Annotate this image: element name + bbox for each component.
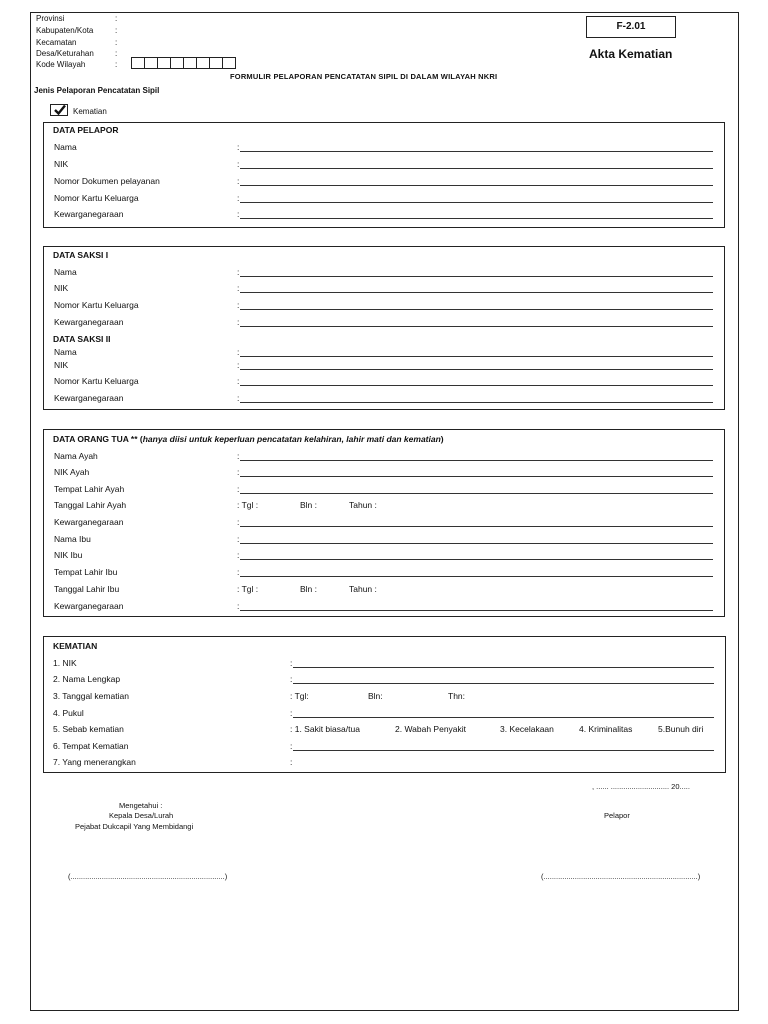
saksi1-row-1-label: NIK <box>54 283 69 293</box>
kematian-row-6-label: 7. Yang menerangkan <box>53 757 136 767</box>
kematian-row-3-field-line[interactable] <box>293 717 714 718</box>
sebab-option-1[interactable]: : 1. Sakit biasa/tua <box>290 724 360 734</box>
colon: : <box>115 14 118 23</box>
pelapor-sign-label: Pelapor <box>604 811 630 820</box>
orangtua-row-4-field-line[interactable] <box>240 526 713 527</box>
kematian-row-0-label: 1. NIK <box>53 658 77 668</box>
sebab-option-4[interactable]: 4. Kriminalitas <box>579 724 633 734</box>
kematian-row-1-field-line[interactable] <box>293 683 714 684</box>
orangtua-row-6-colon: : <box>237 550 240 560</box>
pelapor-row-4-colon: : <box>237 209 240 219</box>
orangtua-row-4-colon: : <box>237 517 240 527</box>
saksi2-row-3-label: Kewarganegaraan <box>54 393 124 403</box>
kematian-row-6-colon: : <box>290 757 293 767</box>
digit-box[interactable] <box>196 57 210 69</box>
kematian-bln-label: Bln: <box>368 691 383 701</box>
jenis-label: Jenis Pelaporan Pencatatan Sipil <box>34 86 160 95</box>
orangtua-row-0-field-line[interactable] <box>240 460 713 461</box>
pelapor-row-1-label: NIK <box>54 159 69 169</box>
pelapor-row-1-colon: : <box>237 159 240 169</box>
orangtua-row-9-label: Kewarganegaraan <box>54 601 124 611</box>
sebab-option-5[interactable]: 5.Bunuh diri <box>658 724 704 734</box>
orangtua-row-2-colon: : <box>237 484 240 494</box>
saksi1-row-0-label: Nama <box>54 267 77 277</box>
saksi1-row-0-colon: : <box>237 267 240 277</box>
orangtua-row-6-label: NIK Ibu <box>54 550 83 560</box>
orangtua-row-8-label: Tanggal Lahir Ibu <box>54 584 120 594</box>
pelapor-row-2-label: Nomor Dokumen pelayanan <box>54 176 160 186</box>
orangtua-row-7-colon: : <box>237 567 240 577</box>
colon: : <box>115 60 118 69</box>
saksi1-row-3-colon: : <box>237 317 240 327</box>
digit-box[interactable] <box>144 57 158 69</box>
tahun-label: Tahun : <box>349 500 377 510</box>
digit-box[interactable] <box>157 57 171 69</box>
saksi1-row-2-label: Nomor Kartu Keluarga <box>54 300 139 310</box>
digit-box[interactable] <box>209 57 223 69</box>
colon: : <box>115 49 118 58</box>
kode-wilayah-label: Kode Wilayah <box>36 60 86 69</box>
signature-left[interactable]: (..........................................................................) <box>68 872 228 881</box>
saksi2-row-0-label: Nama <box>54 347 77 357</box>
orangtua-row-4-label: Kewarganegaraan <box>54 517 124 527</box>
orangtua-row-7-field-line[interactable] <box>240 576 713 577</box>
section-data-orang-tua <box>43 429 725 617</box>
kematian-row-3-colon: : <box>290 708 293 718</box>
section-kematian <box>43 636 726 773</box>
pelapor-row-0-field-line[interactable] <box>240 151 713 152</box>
kematian-row-5-label: 6. Tempat Kematian <box>53 741 129 751</box>
saksi2-row-2-field-line[interactable] <box>240 385 713 386</box>
orangtua-row-1-colon: : <box>237 467 240 477</box>
kepala-desa-label: Kepala Desa/Lurah <box>109 811 174 820</box>
bln-label: Bln : <box>300 500 318 510</box>
orangtua-row-0-colon: : <box>237 451 240 461</box>
pelapor-row-2-field-line[interactable] <box>240 185 713 186</box>
saksi2-row-3-field-line[interactable] <box>240 402 713 403</box>
colon: : <box>115 38 118 47</box>
tahun-label: Tahun : <box>349 584 377 594</box>
orangtua-row-1-label: NIK Ayah <box>54 467 90 477</box>
sebab-option-3[interactable]: 3. Kecelakaan <box>500 724 554 734</box>
orangtua-row-9-colon: : <box>237 601 240 611</box>
saksi2-row-0-colon: : <box>237 347 240 357</box>
saksi1-row-3-field-line[interactable] <box>240 326 713 327</box>
form-code-box: F-2.01 <box>586 16 676 38</box>
desa-label: Desa/Keturahan <box>36 49 94 58</box>
kecamatan-label: Kecamatan <box>36 38 77 47</box>
pelapor-row-2-colon: : <box>237 176 240 186</box>
orangtua-row-2-field-line[interactable] <box>240 493 713 494</box>
digit-box[interactable] <box>222 57 236 69</box>
section-data-pelapor <box>43 122 725 228</box>
orangtua-row-1-field-line[interactable] <box>240 476 713 477</box>
kematian-title: KEMATIAN <box>53 641 98 651</box>
orangtua-row-5-label: Nama Ibu <box>54 534 91 544</box>
digit-box[interactable] <box>183 57 197 69</box>
saksi2-row-1-colon: : <box>237 360 240 370</box>
kematian-row-3-label: 4. Pukul <box>53 708 84 718</box>
tgl-label: : Tgl : <box>237 584 259 594</box>
orangtua-row-6-field-line[interactable] <box>240 559 713 560</box>
tgl-label: : Tgl : <box>237 500 259 510</box>
orangtua-row-0-label: Nama Ayah <box>54 451 98 461</box>
saksi2-row-2-label: Nomor Kartu Keluarga <box>54 376 139 386</box>
saksi1-row-2-field-line[interactable] <box>240 309 713 310</box>
orangtua-row-5-field-line[interactable] <box>240 543 713 544</box>
saksi2-row-1-field-line[interactable] <box>240 369 713 370</box>
orangtua-row-2-label: Tempat Lahir Ayah <box>54 484 125 494</box>
saksi2-row-1-label: NIK <box>54 360 69 370</box>
saksi1-row-3-label: Kewarganegaraan <box>54 317 124 327</box>
kematian-checkbox[interactable] <box>50 104 68 116</box>
saksi2-row-0-field-line[interactable] <box>240 356 713 357</box>
saksi1-row-1-field-line[interactable] <box>240 292 713 293</box>
pelapor-row-3-colon: : <box>237 193 240 203</box>
mengetahui-label: Mengetahui : <box>119 801 163 810</box>
kode-wilayah-boxes[interactable] <box>131 57 235 69</box>
kematian-row-5-field-line[interactable] <box>293 750 714 751</box>
bln-label: Bln : <box>300 584 318 594</box>
pelapor-row-4-label: Kewarganegaraan <box>54 209 124 219</box>
kematian-tgl-label: : Tgl: <box>290 691 309 701</box>
saksi1-row-2-colon: : <box>237 300 240 310</box>
provinsi-label: Provinsi <box>36 14 65 23</box>
colon: : <box>115 26 118 35</box>
data-pelapor-title: DATA PELAPOR <box>53 125 119 135</box>
kabupaten-label: Kabupaten/Kota <box>36 26 94 35</box>
orangtua-row-5-colon: : <box>237 534 240 544</box>
orang-tua-title-close: ) <box>440 434 444 444</box>
kematian-row-4-label: 5. Sebab kematian <box>53 724 124 734</box>
check-icon <box>53 104 67 116</box>
pelapor-row-1-field-line[interactable] <box>240 168 713 169</box>
kematian-checkbox-label: Kematian <box>73 107 107 116</box>
kematian-row-1-label: 2. Nama Lengkap <box>53 674 121 684</box>
pelapor-row-3-field-line[interactable] <box>240 202 713 203</box>
saksi2-row-3-colon: : <box>237 393 240 403</box>
orangtua-row-9-field-line[interactable] <box>240 610 713 611</box>
kematian-row-1-colon: : <box>290 674 293 684</box>
pelapor-row-0-label: Nama <box>54 142 77 152</box>
pelapor-row-0-colon: : <box>237 142 240 152</box>
saksi1-row-0-field-line[interactable] <box>240 276 713 277</box>
pejabat-label: Pejabat Dukcapil Yang Membidangi <box>75 822 194 831</box>
date-line: , ...... ............................ 20..... <box>592 782 690 791</box>
orang-tua-title-text: DATA ORANG TUA ** ( <box>53 434 143 444</box>
data-saksi-2-title: DATA SAKSI II <box>53 334 111 344</box>
sebab-option-2[interactable]: 2. Wabah Penyakit <box>395 724 467 734</box>
kematian-row-5-colon: : <box>290 741 293 751</box>
saksi2-row-2-colon: : <box>237 376 240 386</box>
digit-box[interactable] <box>131 57 145 69</box>
signature-right[interactable]: (..........................................................................) <box>541 872 701 881</box>
orang-tua-note: hanya diisi untuk keperluan pencatatan kelahiran, lahir mati dan kematian <box>142 434 441 444</box>
data-orang-tua-title <box>53 434 444 444</box>
orangtua-row-7-label: Tempat Lahir Ibu <box>54 567 118 577</box>
form-name: Akta Kematian <box>589 47 673 61</box>
digit-box[interactable] <box>170 57 184 69</box>
kematian-row-0-field-line[interactable] <box>293 667 714 668</box>
orangtua-row-3-label: Tanggal Lahir Ayah <box>54 500 127 510</box>
pelapor-row-4-field-line[interactable] <box>240 218 713 219</box>
kematian-row-0-colon: : <box>290 658 293 668</box>
kematian-row-2-label: 3. Tanggal kematian <box>53 691 129 701</box>
kematian-thn-label: Thn: <box>448 691 466 701</box>
form-title: FORMULIR PELAPORAN PENCATATAN SIPIL DI DALAM WILAYAH NKRI <box>230 72 498 81</box>
data-saksi-1-title: DATA SAKSI I <box>53 250 109 260</box>
saksi1-row-1-colon: : <box>237 283 240 293</box>
pelapor-row-3-label: Nomor Kartu Keluarga <box>54 193 139 203</box>
